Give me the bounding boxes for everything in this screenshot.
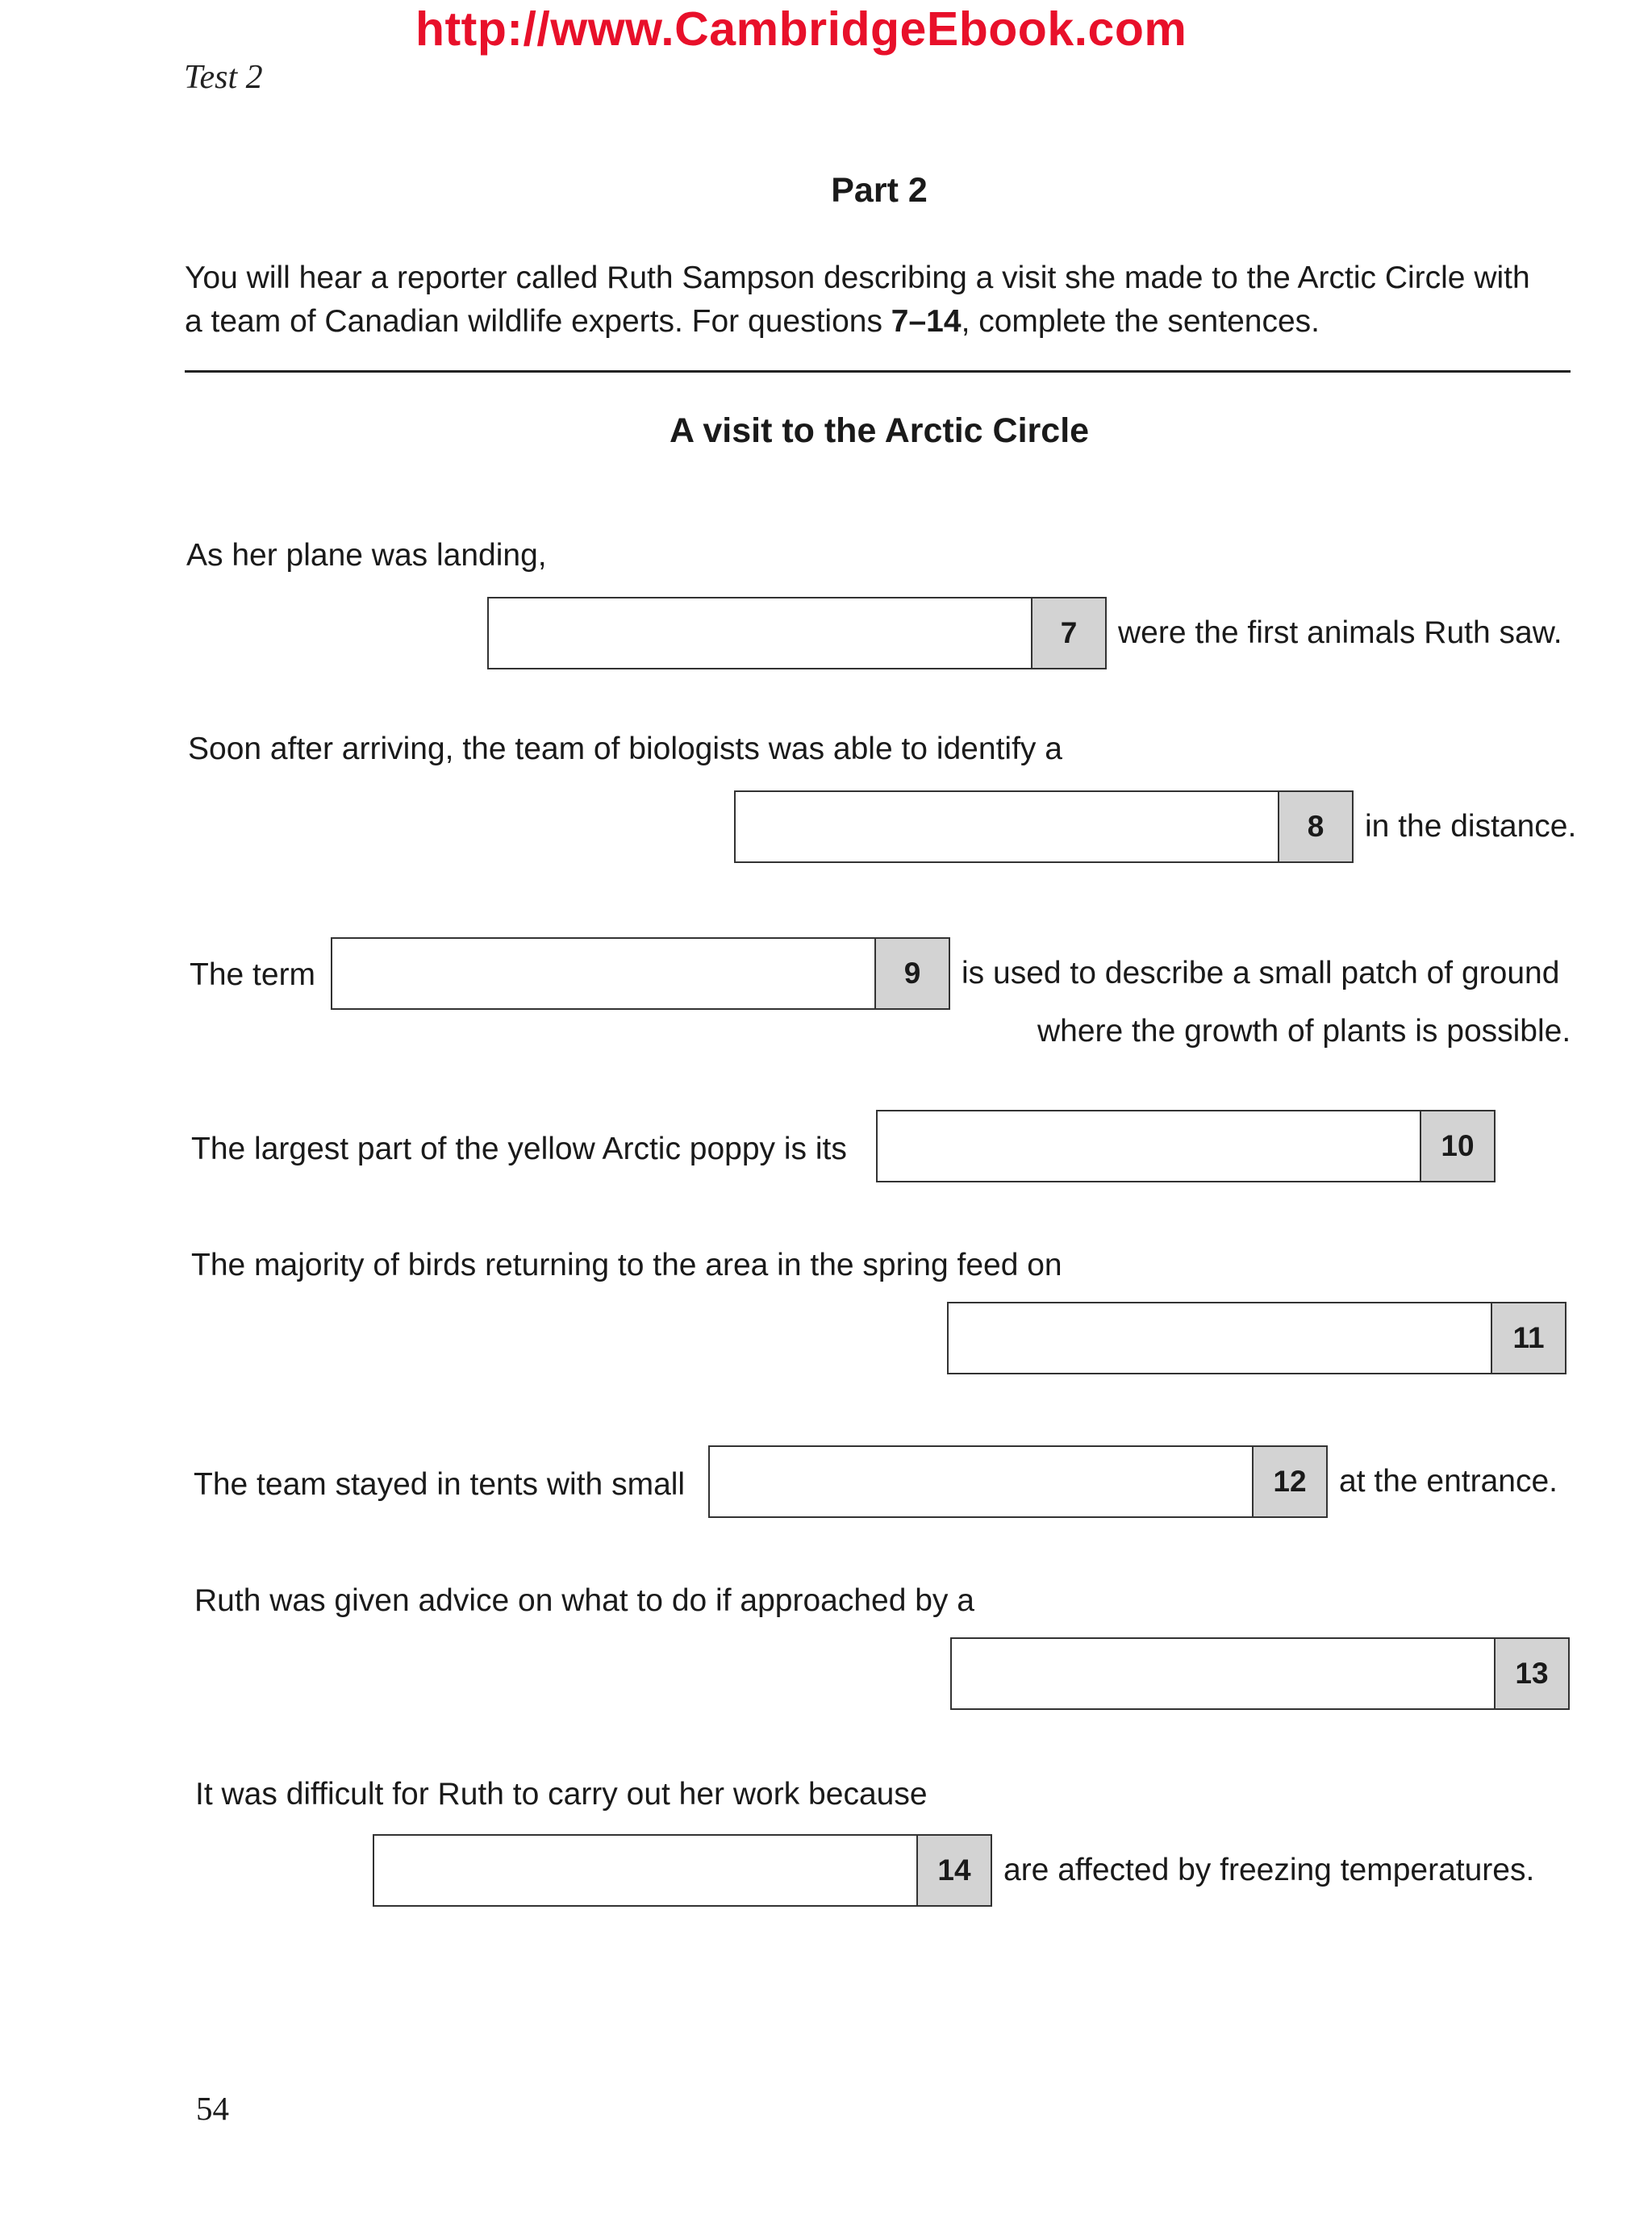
- q12-answer-field[interactable]: [710, 1447, 1252, 1516]
- q10-answer-box[interactable]: [876, 1110, 1496, 1182]
- q12-answer-box[interactable]: [708, 1445, 1328, 1518]
- q14-answer-box[interactable]: [373, 1834, 992, 1907]
- section-title: A visit to the Arctic Circle: [669, 411, 1090, 450]
- q14-continuation: are affected by freezing temperatures.: [1003, 1853, 1535, 1887]
- q7-continuation: were the first animals Ruth saw.: [1118, 615, 1562, 650]
- q8-number: 8: [1278, 792, 1352, 861]
- q11-answer-box[interactable]: [947, 1302, 1566, 1374]
- watermark-url: http://www.CambridgeEbook.com: [415, 2, 1187, 56]
- q8-prompt: Soon after arriving, the team of biologists was able to identify a: [188, 732, 1062, 766]
- q10-answer-field[interactable]: [878, 1111, 1420, 1181]
- q9-answer-field[interactable]: [332, 939, 874, 1008]
- q13-number: 13: [1494, 1639, 1568, 1708]
- instructions: [185, 256, 1588, 344]
- q9-prompt: The term: [190, 957, 316, 992]
- q8-continuation: in the distance.: [1365, 809, 1577, 844]
- q9-number: 9: [874, 939, 949, 1008]
- q9-continuation-line-1: is used to describe a small patch of ground: [962, 956, 1560, 990]
- q12-continuation: at the entrance.: [1339, 1464, 1558, 1499]
- q8-answer-field[interactable]: [736, 792, 1278, 861]
- q10-number: 10: [1420, 1111, 1494, 1181]
- q7-prompt: As her plane was landing,: [186, 538, 547, 573]
- q10-prompt: The largest part of the yellow Arctic poppy is its: [191, 1132, 847, 1166]
- q7-number: 7: [1031, 598, 1105, 668]
- q14-number: 14: [916, 1836, 991, 1905]
- q11-number: 11: [1491, 1303, 1565, 1373]
- question-range: 7–14: [891, 304, 962, 339]
- q9-answer-box[interactable]: [331, 937, 950, 1010]
- instructions-line-1: You will hear a reporter called Ruth Sampson describing a visit she made to the Arctic Circle with: [185, 261, 1530, 295]
- q7-answer-box[interactable]: [487, 597, 1107, 669]
- q12-number: 12: [1252, 1447, 1326, 1516]
- q7-answer-field[interactable]: [489, 598, 1031, 668]
- q13-prompt: Ruth was given advice on what to do if approached by a: [194, 1583, 974, 1618]
- q9-continuation-line-2: where the growth of plants is possible.: [1037, 1014, 1571, 1049]
- q13-answer-box[interactable]: [950, 1637, 1570, 1710]
- q12-prompt: The team stayed in tents with small: [194, 1467, 686, 1502]
- instructions-line-2: a team of Canadian wildlife experts. For questions 7–14, complete the sentences.: [185, 304, 1320, 339]
- divider: [185, 370, 1571, 373]
- part-title: Part 2: [831, 171, 928, 210]
- q13-answer-field[interactable]: [952, 1639, 1494, 1708]
- page-number: 54: [196, 2090, 229, 2127]
- test-label: Test 2: [184, 59, 263, 96]
- q8-answer-box[interactable]: [734, 790, 1354, 863]
- q14-answer-field[interactable]: [374, 1836, 916, 1905]
- q11-prompt: The majority of birds returning to the area in the spring feed on: [191, 1248, 1062, 1282]
- q14-prompt: It was difficult for Ruth to carry out her work because: [195, 1777, 928, 1812]
- q11-answer-field[interactable]: [949, 1303, 1491, 1373]
